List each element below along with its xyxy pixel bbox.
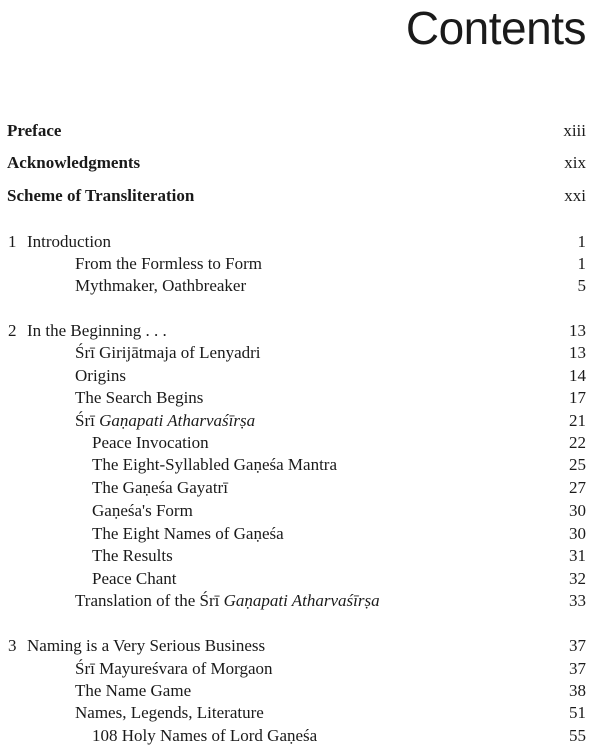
toc-chapter-1[interactable] — [0, 231, 600, 253]
label-text: Śrī — [75, 411, 100, 430]
toc-section[interactable] — [0, 253, 600, 275]
toc-entry-label: Scheme of Transliteration — [7, 186, 195, 205]
toc-entry-preface[interactable] — [0, 120, 600, 142]
toc-subsection[interactable] — [0, 477, 600, 499]
toc-entry-label: The Name Game — [75, 681, 192, 700]
toc-page-number: 55 — [569, 726, 586, 745]
toc-entry-label: In the Beginning . . . — [27, 321, 167, 340]
toc-page-number: 25 — [569, 455, 586, 474]
toc-section[interactable] — [0, 658, 600, 680]
toc-chapter-3[interactable] — [0, 635, 600, 657]
toc-page-number: 17 — [569, 388, 586, 407]
toc-entry-label: Mythmaker, Oathbreaker — [75, 276, 247, 295]
toc-subsection[interactable] — [0, 454, 600, 476]
toc-page-number: xiii — [563, 121, 586, 140]
toc-entry-label: Śrī Girijātmaja of Lenyadri — [75, 343, 261, 362]
toc-subsection[interactable] — [0, 545, 600, 567]
toc-entry-label: Names, Legends, Literature — [75, 703, 264, 722]
toc-page-number: 33 — [569, 591, 586, 610]
toc-subsection[interactable] — [0, 568, 600, 590]
toc-page-number: 30 — [569, 524, 586, 543]
toc-entry-label: Peace Chant — [92, 569, 177, 588]
toc-page-number: 32 — [569, 569, 586, 588]
toc-entry-label — [75, 590, 380, 612]
toc-page-number: xix — [564, 153, 586, 172]
toc-page-number: 38 — [569, 681, 586, 700]
toc-section[interactable] — [0, 410, 600, 432]
toc-subsection[interactable] — [0, 432, 600, 454]
toc-entry-label: Gaṇeśa's Form — [92, 501, 193, 520]
toc-page-number: 14 — [569, 366, 586, 385]
toc-page-number: 1 — [577, 254, 586, 273]
toc-page-number: 37 — [569, 659, 586, 678]
toc-entry-label: Origins — [75, 366, 126, 385]
toc-section[interactable] — [0, 365, 600, 387]
toc-section[interactable] — [0, 275, 600, 297]
label-text: Translation of the Śrī — [75, 591, 224, 610]
toc-page-number: 22 — [569, 433, 586, 452]
toc-page-number: 13 — [569, 343, 586, 362]
toc-entry-label: Preface — [7, 121, 62, 140]
toc-entry-label — [75, 410, 255, 432]
toc-entry-label: Acknowledgments — [7, 153, 141, 172]
toc-page-number: 51 — [569, 703, 586, 722]
toc-page-number: 31 — [569, 546, 586, 565]
toc-entry-label: The Gaṇeśa Gayatrī — [92, 478, 228, 497]
toc-page-number: 5 — [577, 276, 586, 295]
toc-subsection[interactable] — [0, 523, 600, 545]
toc-section[interactable] — [0, 590, 600, 612]
toc-page-number: 37 — [569, 636, 586, 655]
toc-section[interactable] — [0, 680, 600, 702]
toc-page-number: 21 — [569, 411, 586, 430]
toc-entry-label: Peace Invocation — [92, 433, 209, 452]
toc-chapter-2[interactable] — [0, 320, 600, 342]
toc-section[interactable] — [0, 387, 600, 409]
toc-page-number: xxi — [564, 186, 586, 205]
label-italic-text: Gaṇapati Atharvaśīrṣa — [223, 591, 380, 610]
toc-entry-label: 108 Holy Names of Lord Gaṇeśa — [92, 726, 318, 745]
label-italic-text: Gaṇapati Atharvaśīrṣa — [99, 411, 256, 430]
toc-entry-label: From the Formless to Form — [75, 254, 263, 273]
toc-section[interactable] — [0, 342, 600, 364]
toc-entry-label: The Eight-Syllabled Gaṇeśa Mantra — [92, 455, 338, 474]
toc-page-number: 1 — [577, 232, 586, 251]
toc-entry-acknowledgments[interactable] — [0, 152, 600, 174]
toc-page-number: 27 — [569, 478, 586, 497]
toc-entry-label: The Search Begins — [75, 388, 204, 407]
toc-section[interactable] — [0, 702, 600, 724]
toc-entry-label: Introduction — [27, 232, 112, 251]
chapter-number: 2 — [8, 321, 17, 340]
toc-entry-transliteration[interactable] — [0, 185, 600, 207]
toc-page-number: 13 — [569, 321, 586, 340]
toc-subsection[interactable] — [0, 500, 600, 522]
toc-entry-label: The Eight Names of Gaṇeśa — [92, 524, 284, 543]
chapter-number: 3 — [8, 636, 17, 655]
toc-subsection[interactable] — [0, 725, 600, 747]
toc-entry-label: The Results — [92, 546, 173, 565]
toc-entry-label: Naming is a Very Serious Business — [27, 636, 266, 655]
toc-page-number: 30 — [569, 501, 586, 520]
chapter-number: 1 — [8, 232, 17, 251]
toc-entry-label: Śrī Mayureśvara of Morgaon — [75, 659, 273, 678]
page-title: Contents — [405, 2, 586, 54]
